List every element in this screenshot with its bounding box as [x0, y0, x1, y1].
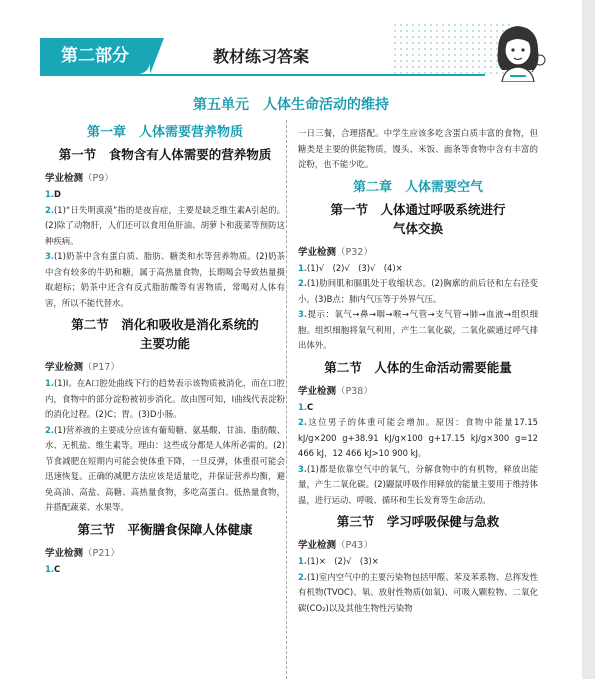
exercise-label: 学业检测（P43） [298, 540, 373, 551]
answer-item: 1.C [45, 563, 61, 574]
section-title: 第一节 人体通过呼吸系统进行 气体交换 [330, 201, 506, 236]
answer-item: 1.(1)× (2)√ (3)× [298, 556, 379, 566]
unit-title: 第五单元 人体生命活动的维持 [193, 97, 389, 113]
answer-item: 1.C [298, 401, 314, 412]
girl-illustration-icon [488, 20, 548, 82]
answer-item: 1.(1)√ (2)√ (3)√ (4)× [298, 262, 403, 273]
answer-item: 2.这位男子的体重可能会增加。原因：食物中能量17.15 kJ/g×200 g+38.91 kJ/g×100 g+17.15 kJ/g×300 g=12 466 kJ，12 466 kJ>10 900 kJ。 [298, 417, 538, 458]
section-title: 第二节 消化和吸收是消化系统的 主要功能 [71, 317, 259, 351]
exercise-label: 学业检测（P38） [298, 385, 373, 397]
section-title: 第三节 学习呼吸保健与急救 [336, 514, 500, 529]
exercise-label: 学业检测（P17） [45, 362, 120, 373]
exercise-label: 学业检测（P9） [45, 173, 114, 184]
continued-answer-text: 一日三餐，合理搭配。中学生应该多吃含蛋白质丰富的食物，但糖类是主要的供能物质，馒头、米饭、面条等食物中含有丰富的淀粉，也不能少吃。 [298, 128, 538, 169]
answer-item: 2.(1)营养液的主要成分应该有葡萄糖、氨基酸、甘油、脂肪酸、水、无机盐、维生素等。理由：这些成分都是人体所必需的。(2)节食减肥在短期内可能会使体重下降，一旦反弹，体重很可能会迅速恢复。正确的减肥方法应该是适量吃，并保证营养均衡，避免高油、高盐、高糖、高热量食物，多吃高蛋白、低热量食物，并搭配蔬菜、水果等。 [45, 424, 285, 512]
section-title: 第三节 平衡膳食保障人体健康 [77, 521, 253, 537]
answer-item: 3.提示：氧气→鼻→咽→喉→气管→支气管→肺→血液→组织细胞。组织细胞将氧气利用，产生二氧化碳，二氧化碳通过呼气排出体外。 [298, 309, 538, 350]
viewer-side-bar [582, 0, 595, 679]
answer-item: 2.(1)室内空气中的主要污染物包括甲醛、苯及苯系物、总挥发性有机物(TVOC)、氡、放射性物质(如氧)、可吸入颗粒物、二氧化碳(CO₂)以及其他生物性污染物 [298, 571, 538, 613]
exercise-label: 学业检测（P21） [45, 547, 120, 559]
answer-item: 1.(1)Ⅰ。在A口腔处曲线下行的趋势表示该物质被消化，而在口腔内，食物中的部分淀粉被初步消化。故由图可知，Ⅰ曲线代表淀粉的消化过程。(2)C；胃。(3)D小肠。 [45, 378, 285, 419]
section-title: 第一节 食物含有人体需要的营养物质 [58, 147, 272, 162]
part-banner-tab [150, 38, 164, 74]
answer-item: 2.(1)“日失明漠漠”指的是夜盲症，主要是缺乏维生素A引起的。(2)除了动物肝，人们还可以食用鱼肝油、胡萝卜和菠菜等预防这种疾病。 [45, 204, 285, 246]
page-title: 教材练习答案 [213, 47, 310, 66]
left-column [45, 118, 285, 679]
answer-item: 2.(1)肋间肌和膈肌处于收缩状态。(2)胸廓的前后径和左右径变小。(3)B点；肺内气压等于外界气压。 [298, 278, 538, 304]
chapter-title: 第二章 人体需要空气 [352, 179, 483, 195]
header-rule [40, 74, 485, 76]
exercise-label: 学业检测（P32） [298, 246, 373, 258]
chapter-title: 第一章 人体需要营养物质 [86, 125, 243, 140]
part-banner: 第二部分 [40, 38, 150, 74]
answer-item: 1.D [45, 189, 61, 199]
column-divider [286, 120, 287, 679]
answer-item: 3.(1)都是依靠空气中的氧气，分解食物中的有机物，释放出能量，产生二氧化碳。(2)鼹鼠呼吸作用释放的能量主要用于维持体温，进行运动、呼吸、循环和生长发育等生命活动。 [298, 463, 538, 505]
right-column [298, 118, 538, 679]
section-title: 第二节 人体的生命活动需要能量 [324, 359, 512, 375]
answer-item: 3.(1)奶茶中含有蛋白质、脂肪、糖类和水等营养物质。(2)奶茶中含有较多的牛奶和糖，属于高热量食物，长期喝会导致热量摄取超标；奶茶中还含有反式脂肪酸等有害物质，常喝对人体有害，所以不能代替水。 [45, 251, 285, 308]
